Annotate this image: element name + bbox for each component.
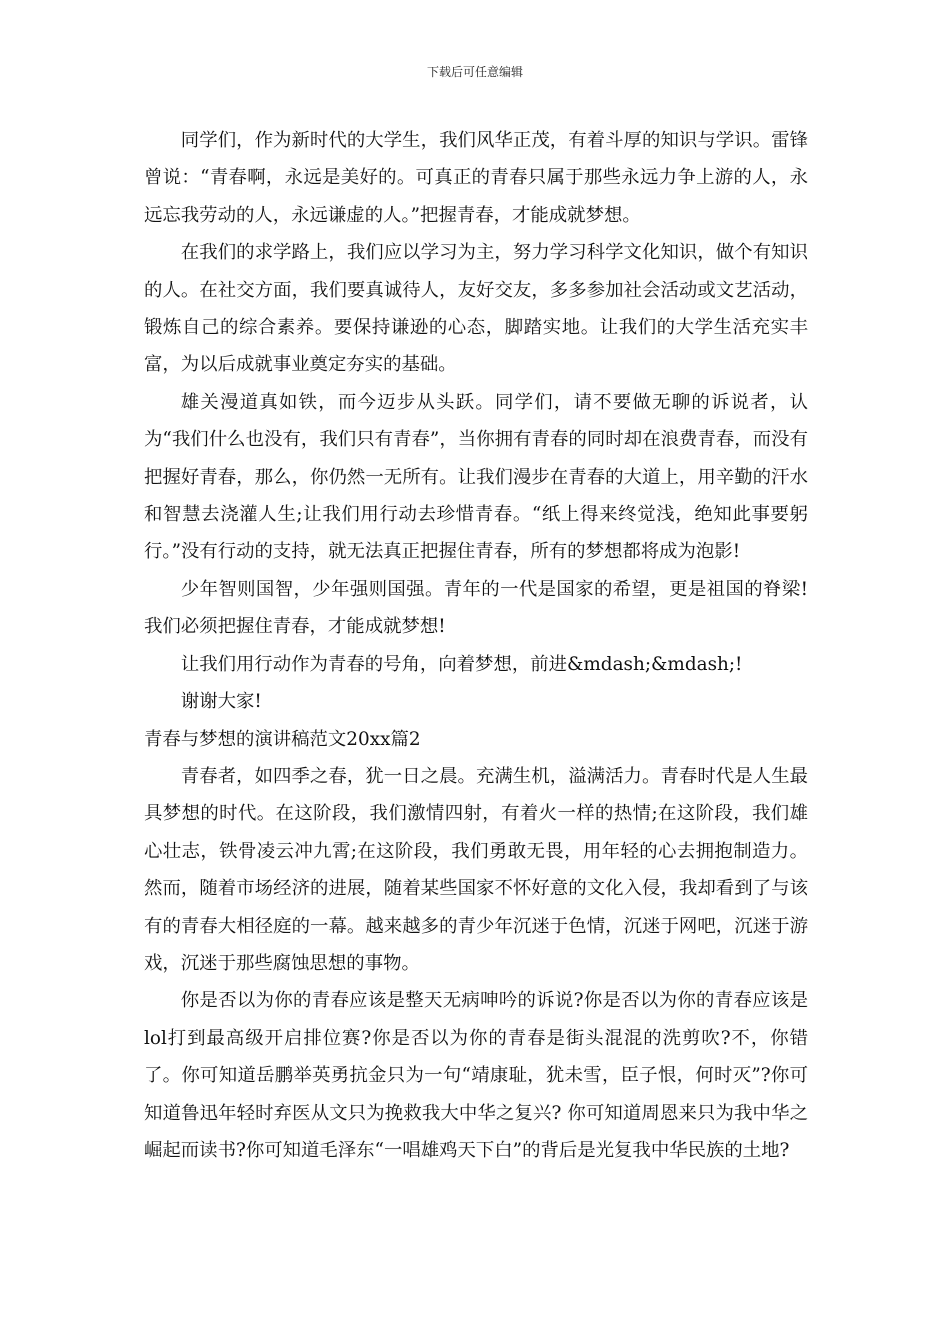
- paragraph-7: 青春者，如四季之春，犹一日之晨。充满生机，溢满活力。青春时代是人生最具梦想的时代。在这阶段，我们激情四射，有着火一样的热情;在这阶段，我们雄心壮志，铁骨凌云冲九霄;在这阶段，我们勇敢无畏，用年轻的心去拥抱制造力。然而，随着市场经济的进展，随着某些国家不怀好意的文化入侵，我却看到了与该有的青春大相径庭的一幕。越来越多的青少年沉迷于色情，沉迷于网吧，沉迷于游戏，沉迷于那些腐蚀思想的事物。: [144, 765, 808, 974]
- section-title: 青春与梦想的演讲稿范文20xx篇2: [144, 728, 421, 750]
- paragraph-3: 雄关漫道真如铁，而今迈步从头跃。同学们，请不要做无聊的诉说者，认为“我们什么也没有，我们只有青春”，当你拥有青春的同时却在浪费青春，而没有把握好青春，那么，你仍然一无所有。让我们漫步在青春的大道上，用辛勤的汗水和智慧去浇灌人生;让我们用行动去珍惜青春。“纸上得来终觉浅，绝知此事要躬行。”没有行动的支持，就无法真正把握住青春，所有的梦想都将成为泡影!: [144, 391, 808, 563]
- paragraph-5: 让我们用行动作为青春的号角，向着梦想，前进&mdash;&mdash;!: [180, 653, 743, 675]
- paragraph-2: 在我们的求学路上，我们应以学习为主，努力学习科学文化知识，做个有知识的人。在社交方面，我们要真诚待人，友好交友，多多参加社会活动或文艺活动，锻炼自己的综合素养。要保持谦逊的心态，脚踏实地。让我们的大学生活充实丰富，为以后成就事业奠定夯实的基础。: [144, 242, 808, 376]
- page-header: 下载后可任意编辑: [426, 65, 523, 79]
- document-body: [144, 122, 808, 1169]
- paragraph-8: 你是否以为你的青春应该是整天无病呻吟的诉说?你是否以为你的青春应该是lol打到最高级开启排位赛?你是否以为你的青春是街头混混的洗剪吹?不，你错了。你可知道岳鹏举英勇抗金只为一句“靖康耻，犹未雪，臣子恨，何时灭”?你可知道鲁迅年轻时弃医从文只为挽救我大中华之复兴? 你可知道周恩来只为我中华之崛起而读书?你可知道毛泽东“一唱雄鸡天下白”的背后是光复我中华民族的土地?: [144, 990, 808, 1161]
- paragraph-1: 同学们，作为新时代的大学生，我们风华正茂，有着斗厚的知识与学识。雷锋曾说：“青春啊，永远是美好的。可真正的青春只属于那些永远力争上游的人，永远忘我劳动的人，永远谦虚的人。”把握青春，才能成就梦想。: [144, 130, 808, 226]
- paragraph-4: 少年智则国智，少年强则国强。青年的一代是国家的希望，更是祖国的脊梁!我们必须把握住青春，才能成就梦想!: [144, 578, 808, 638]
- paragraph-6: 谢谢大家!: [180, 691, 262, 713]
